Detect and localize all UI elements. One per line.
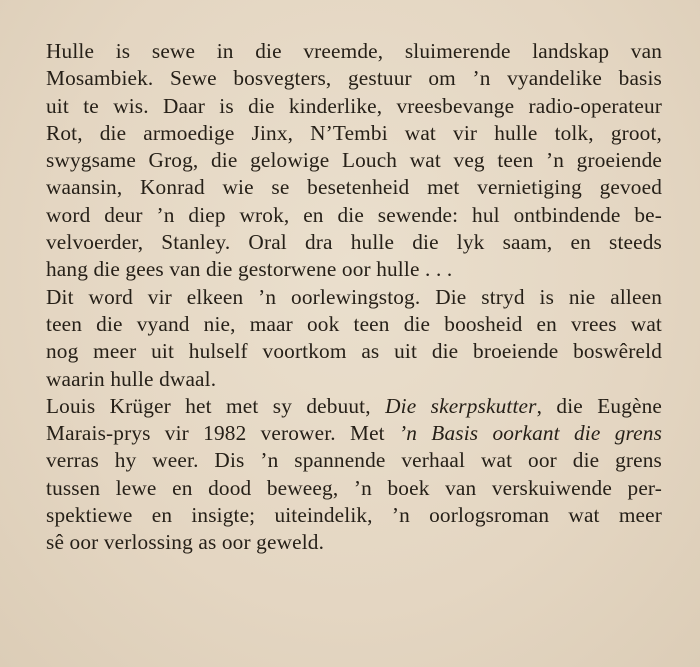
- text-line: [46, 65, 662, 92]
- text-line: [46, 311, 662, 338]
- text-run: swygsame Grog, die gelowige Louch wat veg teen ’n groeiende: [46, 148, 662, 173]
- book-title-italic: Die skerpskutter: [385, 393, 537, 418]
- text-line: [46, 284, 662, 311]
- text-line: [46, 147, 662, 174]
- text-run: Hulle is sewe in die vreemde, sluimerende landskap van: [46, 39, 662, 63]
- text-run: velvoerder, Stanley. Oral dra hulle die lyk saam, en steeds: [46, 230, 662, 255]
- text-run: teen die vyand nie, maar ook teen die boosheid en vrees wat: [46, 311, 662, 336]
- text-line: [46, 420, 662, 447]
- text-run: Dit word vir elkeen ’n oorlewingstog. Die stryd is nie alleen: [46, 284, 662, 309]
- text-run: Louis Krüger het met sy debuut,: [46, 393, 386, 418]
- text-run: nog meer uit hulself voortkom as uit die broeiende boswêreld: [46, 339, 662, 364]
- text-line: [46, 393, 662, 420]
- blurb-paragraph: [46, 284, 662, 393]
- text-line: [46, 38, 662, 65]
- text-line: [46, 120, 662, 147]
- text-run: hang die gees van die gestorwene oor hulle . . .: [46, 257, 453, 282]
- text-run: sê oor verlossing as oor geweld.: [46, 530, 325, 555]
- text-line: [46, 475, 662, 502]
- text-line: [46, 256, 662, 283]
- text-run: Marais-prys vir 1982 verower. Met: [46, 421, 399, 446]
- text-line: [46, 366, 662, 393]
- book-title-italic: ’n Basis oorkant die grens: [399, 421, 663, 446]
- blurb-paragraph: [46, 38, 662, 284]
- text-line: [46, 229, 662, 256]
- text-line: [46, 447, 662, 474]
- text-run: waansin, Konrad wie se besetenheid met vernietiging gevoed: [46, 175, 662, 200]
- text-run: verras hy weer. Dis ’n spannende verhaal wat oor die grens: [46, 448, 662, 473]
- text-line: [46, 529, 662, 556]
- text-run: word deur ’n diep wrok, en die sewende: hul ontbindende be-: [46, 202, 662, 227]
- text-run: uit te wis. Daar is die kinderlike, vreesbevange radio-operateur: [46, 93, 662, 118]
- text-line: [46, 93, 662, 120]
- text-run: tussen lewe en dood beweeg, ’n boek van verskuiwende per-: [46, 475, 662, 500]
- text-line: [46, 174, 662, 201]
- text-line: [46, 202, 662, 229]
- blurb-paragraph: [46, 393, 662, 557]
- text-line: [46, 502, 662, 529]
- text-run: spektiewe en insigte; uiteindelik, ’n oorlogsroman wat meer: [46, 503, 662, 528]
- text-line: [46, 338, 662, 365]
- text-run: waarin hulle dwaal.: [46, 366, 217, 391]
- text-run: Rot, die armoedige Jinx, N’Tembi wat vir hulle tolk, groot,: [46, 120, 662, 145]
- text-run: Mosambiek. Sewe bosvegters, gestuur om ’n vyandelike basis: [46, 66, 662, 91]
- blurb-text: [46, 38, 662, 557]
- text-run: , die Eugène: [536, 393, 662, 418]
